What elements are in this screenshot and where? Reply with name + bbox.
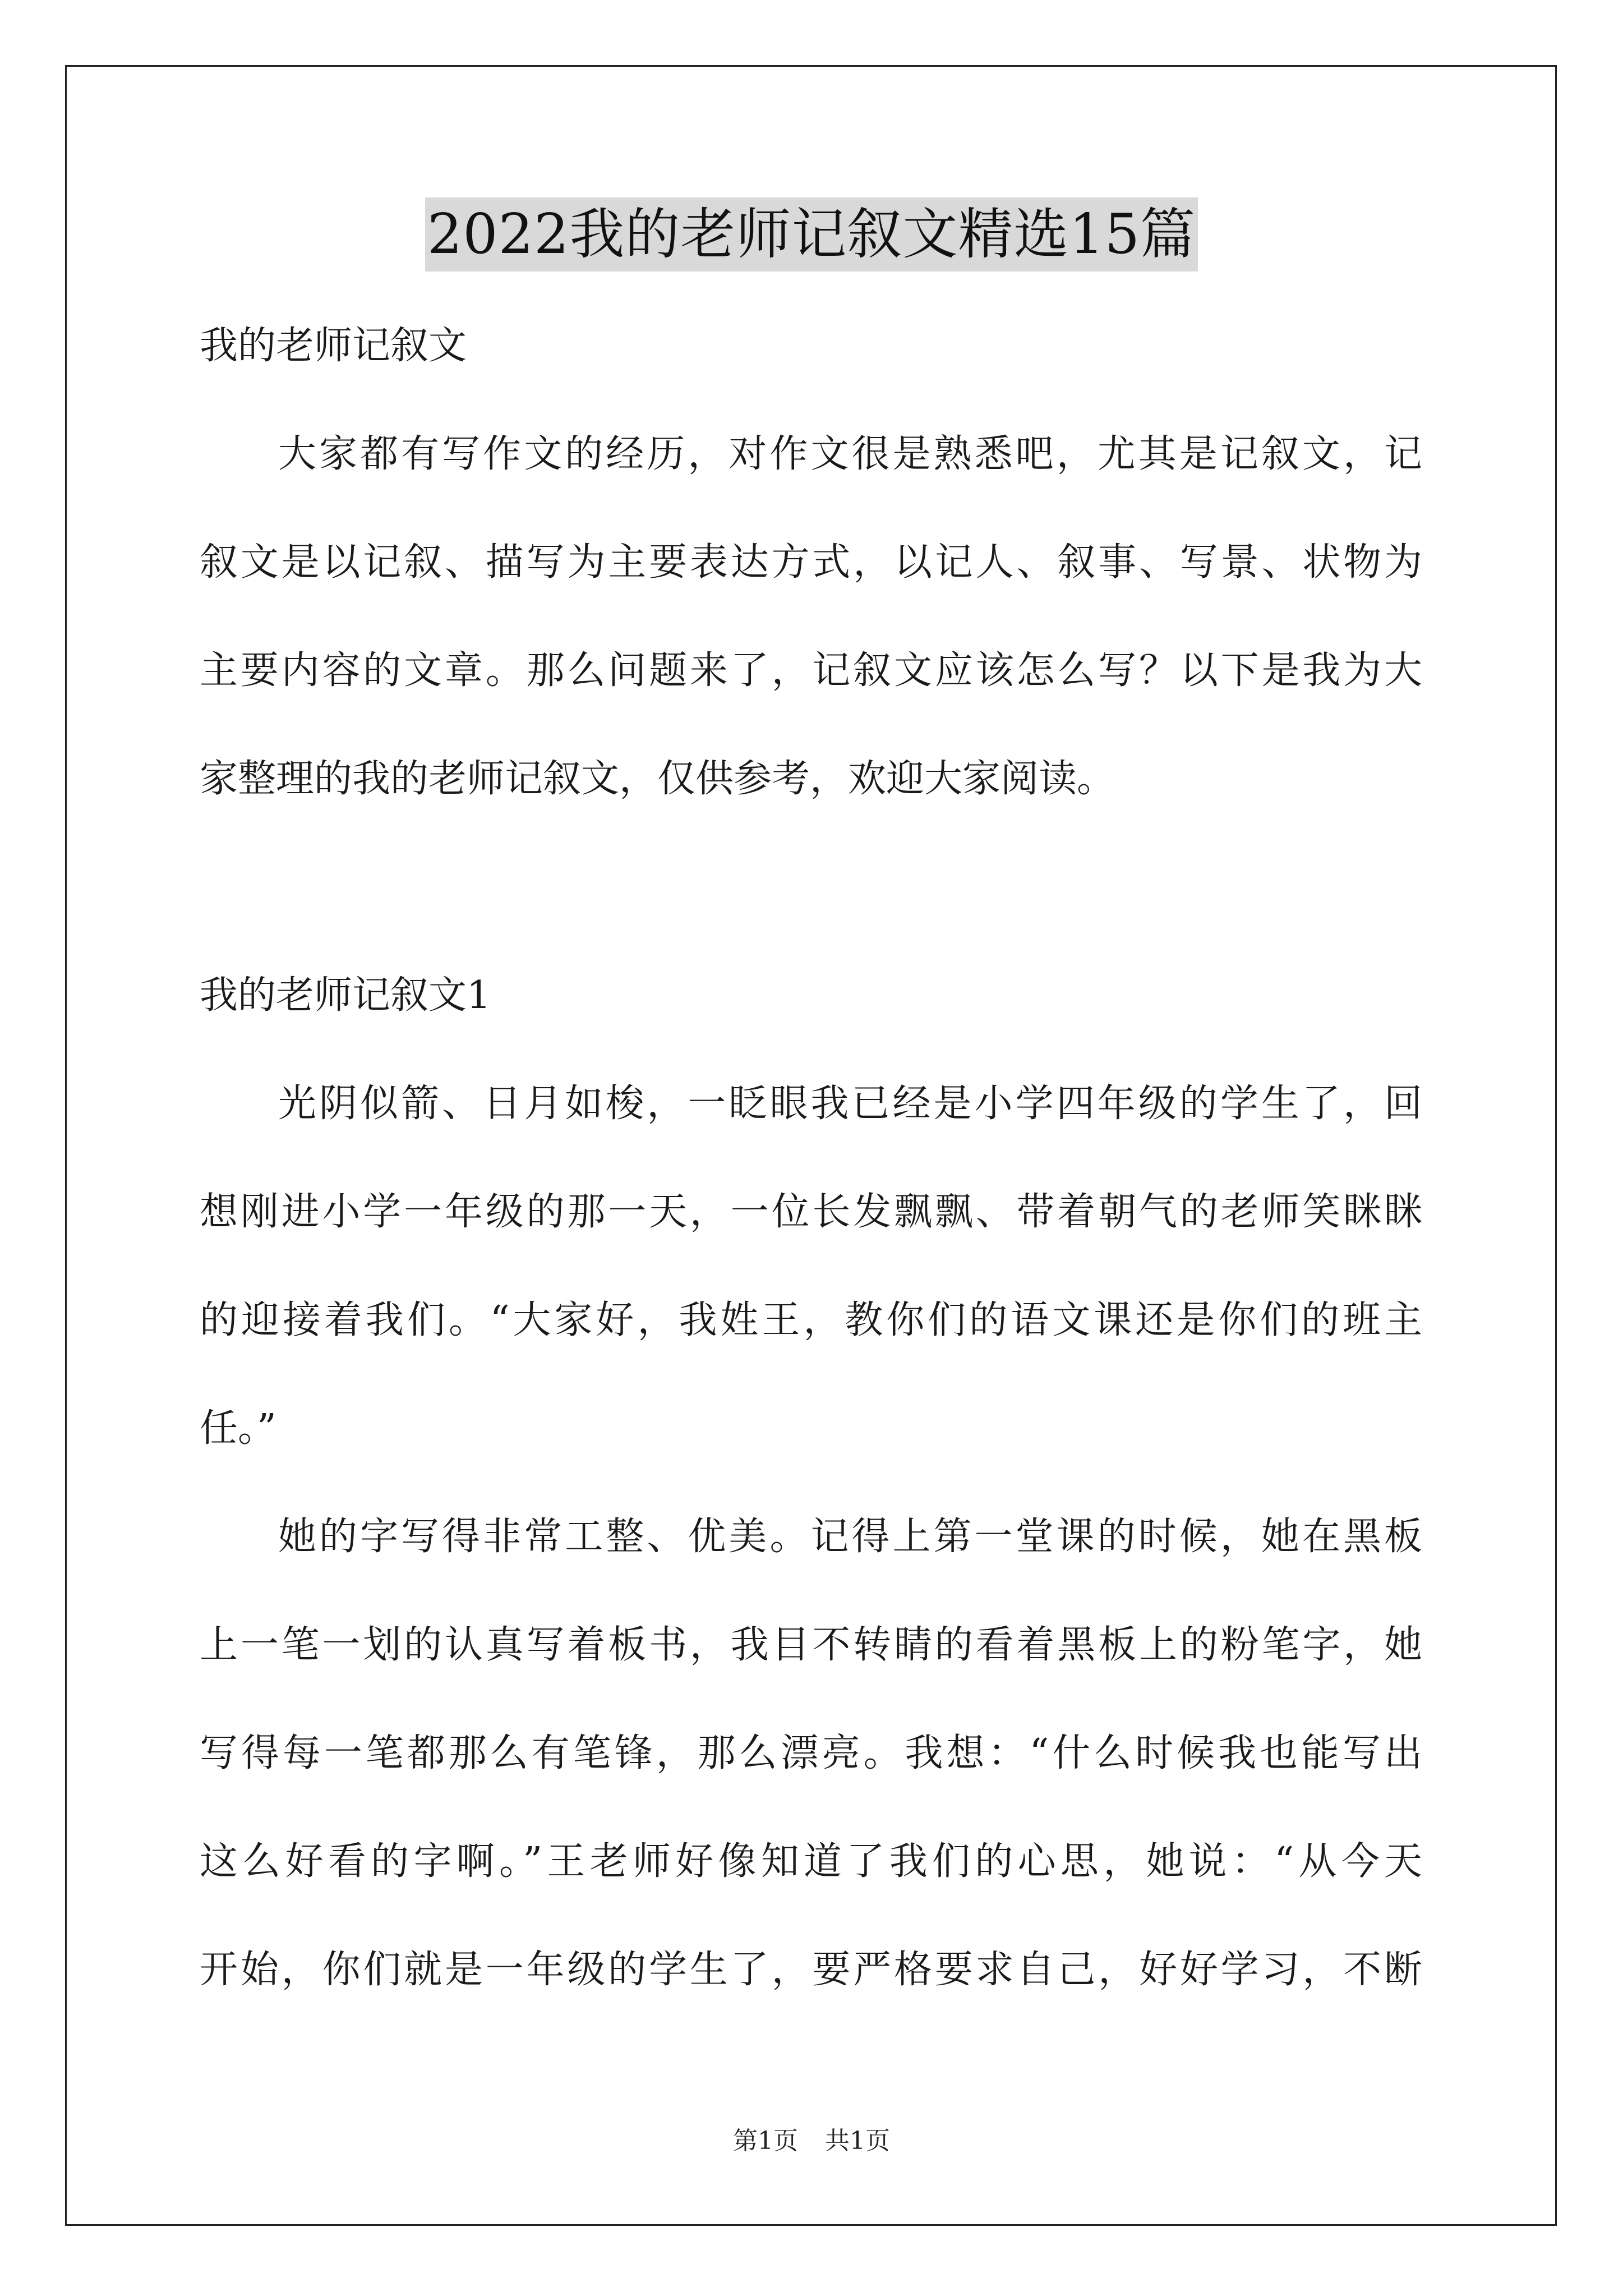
paragraph-line: 她的字写得非常工整、优美。记得上第一堂课的时候，她在黑板 — [278, 1515, 1422, 1559]
section1-paragraph-1 — [200, 1050, 1422, 1483]
paragraph-line: 的迎接着我们。“大家好，我姓王，教你们的语文课还是你们的班主 — [200, 1298, 1422, 1342]
page-total: 共1页 — [825, 2127, 890, 2155]
intro-paragraph — [200, 400, 1422, 833]
paragraph-line: 这么好看的字啊。”王老师好像知道了我们的心思，她说：“从今天 — [200, 1839, 1422, 1884]
paragraph-line: 开始，你们就是一年级的学生了，要严格要求自己，好好学习，不断 — [200, 1948, 1422, 1992]
intro-heading: 我的老师记叙文 — [200, 324, 467, 368]
document-body — [200, 292, 1422, 2024]
page-footer — [0, 2120, 1623, 2156]
intro-line: 家整理的我的老师记叙文，仅供参考，欢迎大家阅读。 — [200, 757, 1115, 801]
paragraph-line: 写得每一笔都那么有笔锋，那么漂亮。我想：“什么时候我也能写出 — [200, 1731, 1422, 1775]
section1-heading: 我的老师记叙文1 — [200, 973, 491, 1018]
document-title: 2022我的老师记叙文精选15篇 — [425, 197, 1198, 272]
intro-line: 大家都有写作文的经历，对作文很是熟悉吧，尤其是记叙文，记 — [278, 432, 1422, 476]
title-container — [0, 197, 1623, 272]
section1-paragraph-2 — [200, 1483, 1422, 2024]
paragraph-line: 想刚进小学一年级的那一天，一位长发飘飘、带着朝气的老师笑眯眯 — [200, 1190, 1422, 1234]
section-gap — [200, 833, 1422, 941]
paragraph-line: 任。” — [200, 1406, 276, 1451]
paragraph-line: 光阴似箭、日月如梭，一眨眼我已经是小学四年级的学生了，回 — [278, 1082, 1422, 1126]
page-number: 第1页 — [733, 2127, 798, 2155]
intro-line: 主要内容的文章。那么问题来了，记叙文应该怎么写？以下是我为大 — [200, 648, 1422, 693]
paragraph-line: 上一笔一划的认真写着板书，我目不转睛的看着黑板上的粉笔字，她 — [200, 1623, 1422, 1667]
intro-line: 叙文是以记叙、描写为主要表达方式，以记人、叙事、写景、状物为 — [200, 540, 1422, 585]
